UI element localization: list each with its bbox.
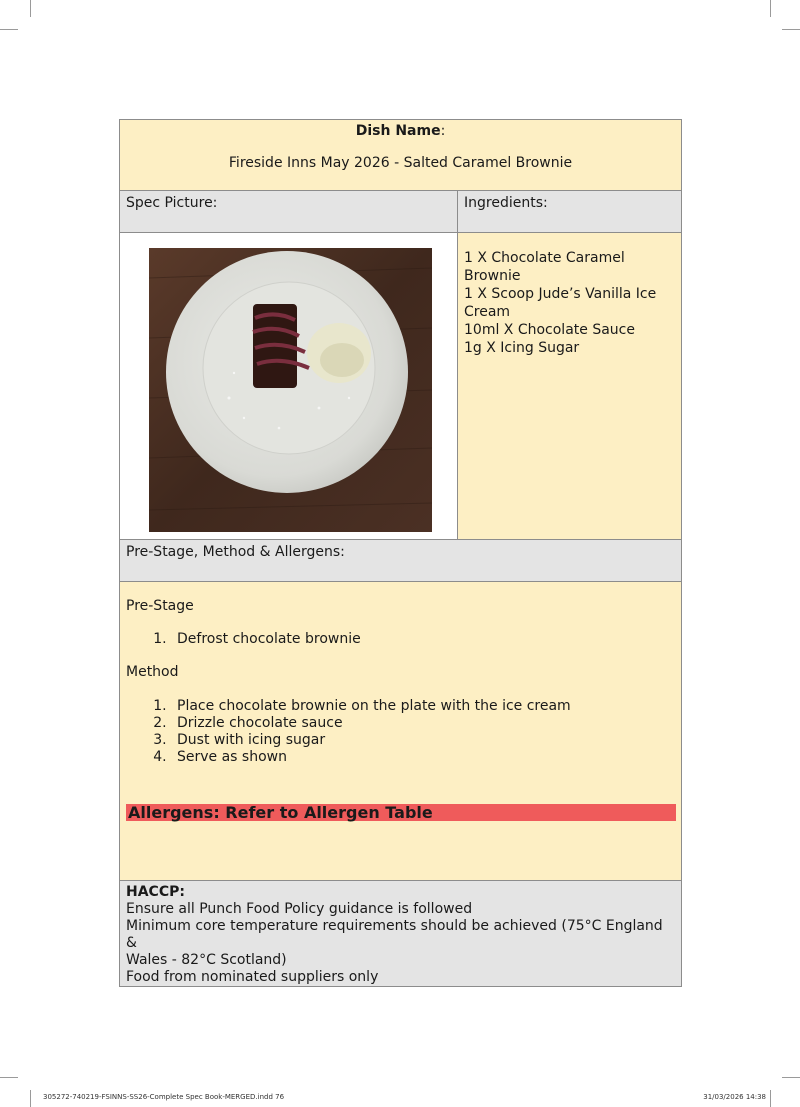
dish-name-label-colon: : xyxy=(440,123,446,139)
method-title: Method xyxy=(126,664,179,680)
crop-mark xyxy=(782,1077,800,1078)
ingredients-cell xyxy=(458,233,682,540)
ingredient-line: 10ml X Chocolate Sauce xyxy=(464,322,635,338)
spec-picture-cell xyxy=(120,233,458,540)
crop-mark xyxy=(0,29,18,30)
crop-mark xyxy=(782,29,800,30)
ingredient-line: 1g X Icing Sugar xyxy=(464,340,580,356)
spec-picture-header: Spec Picture: xyxy=(120,191,458,233)
footer-file: 305272-740219-FSINNS-SS26-Complete Spec Book-MERGED.indd 76 xyxy=(43,1093,285,1101)
dish-name-label-line xyxy=(120,122,681,140)
method-step: 1. Place chocolate brownie on the plate with the ice cream xyxy=(171,698,675,715)
crop-mark xyxy=(30,1090,31,1107)
prestage-title: Pre-Stage xyxy=(126,598,194,614)
haccp-cell xyxy=(120,881,682,987)
ingredient-line: Brownie xyxy=(464,268,521,284)
ingredient-line: 1 X Chocolate Caramel xyxy=(464,250,625,266)
ice-cream-shadow xyxy=(320,343,364,377)
crop-mark xyxy=(0,1077,18,1078)
method-header: Pre-Stage, Method & Allergens: xyxy=(120,540,682,582)
ingredient-line: 1 X Scoop Jude’s Vanilla Ice xyxy=(464,286,657,302)
method-step: 4. Serve as shown xyxy=(171,749,675,766)
dish-spec-table xyxy=(119,119,682,987)
dish-name-label: Dish Name xyxy=(355,123,441,139)
haccp-line: Minimum core temperature requirements should be achieved (75°C England & xyxy=(126,918,663,951)
method-list xyxy=(126,698,675,766)
method-step: 3. Dust with icing sugar xyxy=(171,732,675,749)
ingredient-line: Cream xyxy=(464,304,511,320)
method-step: 2. Drizzle chocolate sauce xyxy=(171,715,675,732)
prestage-step: 1. Defrost chocolate brownie xyxy=(171,631,675,648)
dish-photo xyxy=(149,248,432,532)
crop-mark xyxy=(770,1090,771,1107)
dish-name-cell xyxy=(120,120,682,191)
haccp-title: HACCP: xyxy=(126,884,185,900)
crop-mark xyxy=(770,0,771,17)
haccp-line: Ensure all Punch Food Policy guidance is followed xyxy=(126,901,473,917)
method-cell xyxy=(120,582,682,881)
haccp-line: Food from nominated suppliers only xyxy=(126,969,379,985)
footer-timestamp: 31/03/2026 14:38 xyxy=(703,1093,766,1101)
allergens-bar: Allergens: Refer to Allergen Table xyxy=(126,804,676,821)
dish-name: Fireside Inns May 2026 - Salted Caramel Brownie xyxy=(228,155,573,171)
crop-mark xyxy=(30,0,31,17)
ingredients-header: Ingredients: xyxy=(458,191,682,233)
haccp-line: Wales - 82°C Scotland) xyxy=(126,952,287,968)
prestage-list xyxy=(126,631,675,648)
